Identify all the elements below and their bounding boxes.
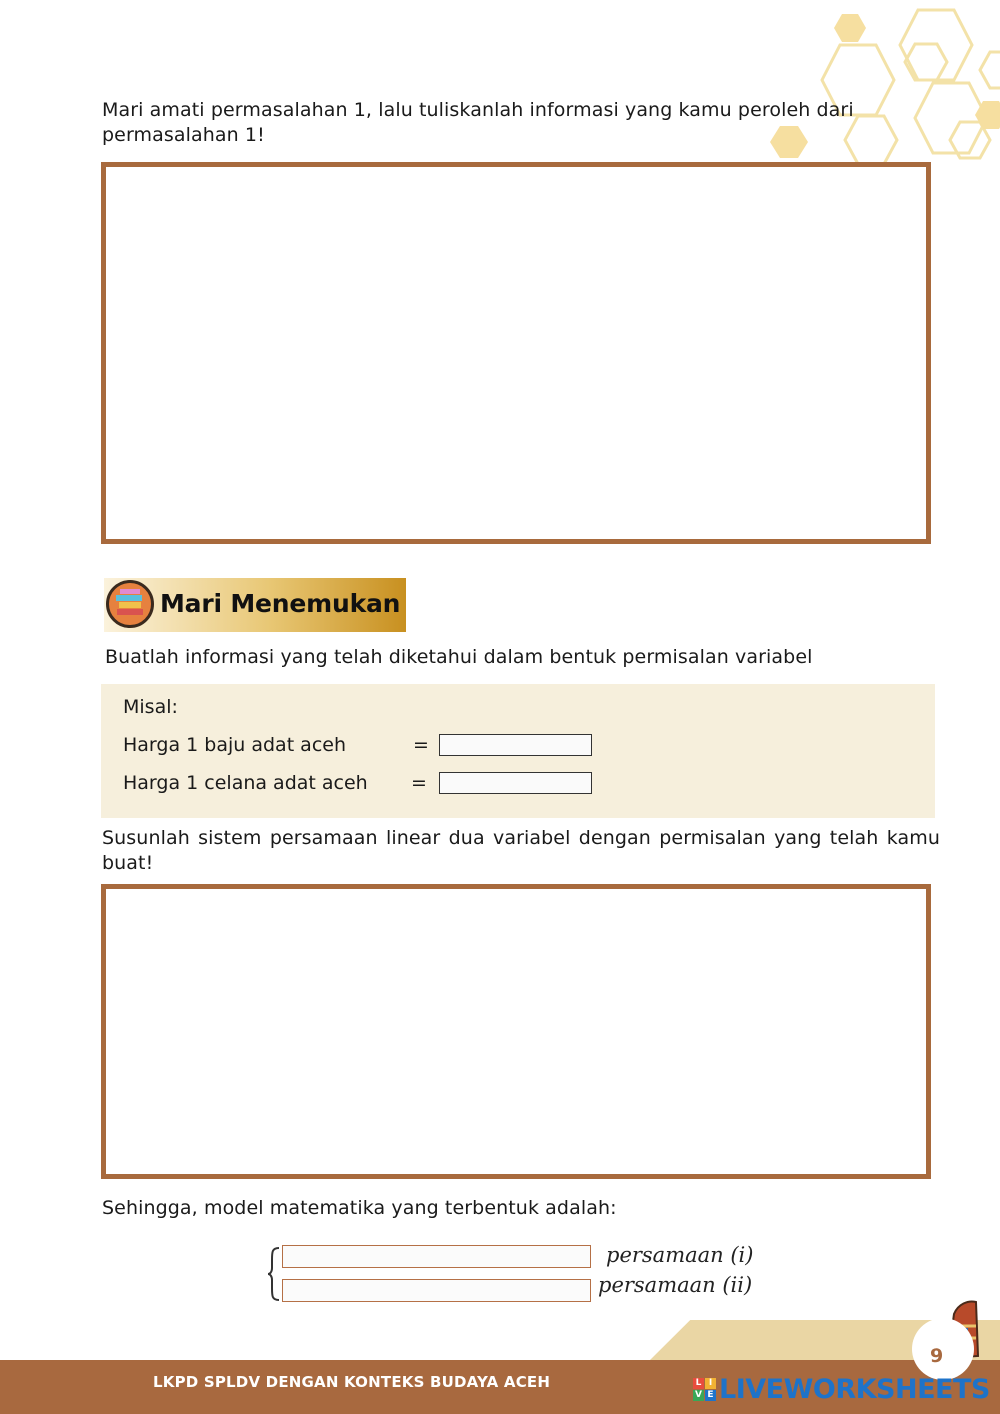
logo-letter: E (705, 1390, 716, 1401)
footer-title: LKPD SPLDV DENGAN KONTEKS BUDAYA ACEH (153, 1373, 551, 1391)
equals-sign: = (411, 772, 427, 794)
information-answer-box[interactable] (101, 162, 931, 544)
logo-letter: I (705, 1378, 716, 1389)
liveworksheets-logo (693, 1372, 990, 1406)
instruction-model: Sehingga, model matematika yang terbentuk adalah: (102, 1197, 617, 1219)
page-number: 9 (930, 1345, 944, 1367)
section-title: Mari Menemukan (160, 589, 401, 618)
instruction-observe: Mari amati permasalahan 1, lalu tuliskanlah informasi yang kamu peroleh dari permasalahan 1! (102, 99, 854, 146)
misal-label-celana: Harga 1 celana adat aceh (123, 772, 368, 794)
liveworksheets-wordmark: LIVEWORKSHEETS (719, 1373, 990, 1405)
equation-i-input[interactable] (282, 1245, 591, 1268)
system-answer-box[interactable] (101, 884, 931, 1179)
misal-panel (101, 684, 935, 818)
brace-icon (266, 1246, 282, 1302)
celana-price-input[interactable] (439, 772, 592, 794)
books-icon (106, 580, 154, 628)
instruction-system: Susunlah sistem persamaan linear dua variabel dengan permisalan yang telah kamu buat! (102, 827, 940, 874)
liveworksheets-icon (693, 1378, 716, 1401)
equation-ii-input[interactable] (282, 1279, 591, 1302)
section-header (104, 578, 406, 632)
misal-heading: Misal: (123, 696, 178, 718)
baju-price-input[interactable] (439, 734, 592, 756)
equation-i-label: persamaan (i) (606, 1243, 754, 1267)
equation-ii-label: persamaan (ii) (598, 1273, 753, 1297)
logo-letter: V (693, 1390, 704, 1401)
instruction-variables: Buatlah informasi yang telah diketahui dalam bentuk permisalan variabel (105, 646, 813, 668)
misal-label-baju: Harga 1 baju adat aceh (123, 734, 346, 756)
equals-sign: = (413, 734, 429, 756)
logo-letter: L (693, 1378, 704, 1389)
